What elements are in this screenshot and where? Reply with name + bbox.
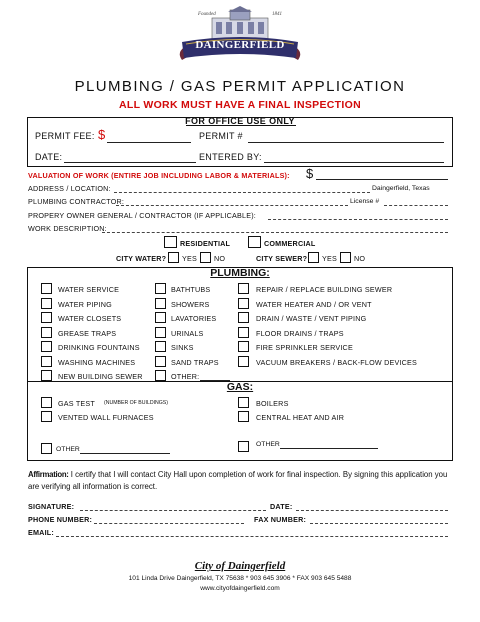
email-field[interactable] — [56, 536, 448, 537]
gas-other-label: OTHER — [56, 446, 80, 453]
commercial-checkbox[interactable] — [248, 236, 261, 248]
plumbing-col2-label-1: SHOWERS — [171, 299, 210, 309]
plumbing-heading: PLUMBING: — [210, 267, 270, 279]
date-label: DATE: — [35, 152, 63, 162]
plumbing-col2-checkbox-4[interactable] — [155, 341, 166, 352]
plumbing-col3-label-5: VACUUM BREAKERS / BACK-FLOW DEVICES — [256, 357, 418, 367]
valuation-dollar: $ — [306, 166, 314, 181]
gas-other-checkbox[interactable] — [41, 443, 52, 454]
plumbing-col2-checkbox-0[interactable] — [155, 283, 166, 294]
plumbing-col1-label-0: WATER SERVICE — [58, 285, 120, 294]
gas-heading: GAS: — [226, 381, 254, 393]
plumbing-col1-checkbox-2[interactable] — [41, 312, 52, 323]
residential-label: RESIDENTIAL — [180, 239, 231, 248]
logo-name: DAINGERFIELD — [195, 39, 285, 51]
plumbing-col3-checkbox-3[interactable] — [238, 327, 249, 338]
entered-by-label: ENTERED BY: — [199, 152, 262, 162]
description-field[interactable] — [102, 232, 448, 233]
contractor-field[interactable] — [116, 205, 348, 206]
vented-furnaces-checkbox[interactable] — [41, 411, 52, 422]
plumbing-col3-checkbox-2[interactable] — [238, 312, 249, 323]
plumbing-col3-checkbox-0[interactable] — [238, 283, 249, 294]
signature-date-field[interactable] — [296, 510, 448, 511]
plumbing-col1-checkbox-6[interactable] — [41, 370, 52, 381]
plumbing-col2-label-3: URINALS — [171, 328, 204, 338]
city-water-no-label: NO — [214, 254, 226, 263]
permit-fee-field[interactable] — [107, 142, 191, 143]
city-logo — [172, 6, 308, 64]
signature-field[interactable] — [80, 510, 266, 511]
plumbing-col3-label-4: FIRE SPRINKLER SERVICE — [256, 343, 353, 352]
gas-other2-checkbox[interactable] — [238, 441, 249, 452]
phone-label: PHONE NUMBER: — [28, 515, 93, 524]
plumbing-col1-checkbox-5[interactable] — [41, 356, 52, 367]
gas-other-field[interactable] — [80, 453, 170, 454]
license-field[interactable] — [384, 205, 448, 206]
plumbing-col1-label-4: DRINKING FOUNTAINS — [58, 343, 140, 352]
affirmation-text — [28, 469, 458, 493]
city-sewer-no-label: NO — [354, 254, 366, 263]
boilers-checkbox[interactable] — [238, 397, 249, 408]
plumbing-col1-checkbox-1[interactable] — [41, 298, 52, 309]
central-heat-label: CENTRAL HEAT AND AIR — [256, 413, 345, 422]
plumbing-col3-label-0: REPAIR / REPLACE BUILDING SEWER — [256, 285, 393, 294]
valuation-field[interactable] — [316, 179, 448, 180]
logo-year: 1841 — [272, 12, 282, 17]
entered-by-field[interactable] — [264, 162, 444, 163]
signature-date-label: DATE: — [270, 502, 293, 511]
gas-test-note: (NUMBER OF BUILDINGS) — [104, 400, 168, 406]
plumbing-col2-label-6: OTHER: — [171, 372, 200, 381]
plumbing-col2-checkbox-5[interactable] — [155, 356, 166, 367]
city-sewer-yes-label: YES — [322, 254, 337, 263]
plumbing-col3-checkbox-4[interactable] — [238, 341, 249, 352]
central-heat-checkbox[interactable] — [238, 411, 249, 422]
plumbing-col1-label-6: NEW BUILDING SEWER — [58, 372, 143, 381]
city-sewer-yes-checkbox[interactable] — [308, 252, 319, 263]
contractor-label: PLUMBING CONTRACTOR: — [28, 197, 125, 206]
address-label: ADDRESS / LOCATION: — [28, 184, 111, 193]
city-water-label: CITY WATER? — [116, 254, 167, 263]
plumbing-col3-label-3: FLOOR DRAINS / TRAPS — [256, 328, 344, 338]
boilers-label: BOILERS — [256, 399, 289, 408]
affirmation-line2: are verifying all information is correct. — [28, 482, 158, 491]
plumbing-col1-checkbox-0[interactable] — [41, 283, 52, 294]
plumbing-col1-checkbox-4[interactable] — [41, 341, 52, 352]
gas-other2-field[interactable] — [280, 448, 378, 449]
logo-founded: Founded — [198, 12, 216, 17]
permit-fee-dollar: $ — [98, 127, 106, 142]
plumbing-col1-checkbox-3[interactable] — [41, 327, 52, 338]
plumbing-col3-checkbox-1[interactable] — [238, 298, 249, 309]
affirmation-line1: I certify that I will contact City Hall upon completion of work for final inspection. By signing this application you — [70, 470, 448, 479]
plumbing-col3-label-2: DRAIN / WASTE / VENT PIPING — [256, 314, 367, 323]
address-city: Daingerfield, Texas — [372, 185, 430, 192]
city-water-yes-checkbox[interactable] — [168, 252, 179, 263]
footer-address: 101 Linda Drive Daingerfield, TX 75638 * 903 645 3906 * FAX 903 645 5488 — [128, 575, 352, 582]
plumbing-col2-checkbox-2[interactable] — [155, 312, 166, 323]
gas-test-label: GAS TEST — [58, 399, 96, 408]
city-sewer-no-checkbox[interactable] — [340, 252, 351, 263]
phone-field[interactable] — [94, 523, 244, 524]
plumbing-col1-label-2: WATER CLOSETS — [58, 314, 122, 323]
gas-other2-label: OTHER — [256, 441, 280, 448]
fax-field[interactable] — [310, 523, 448, 524]
owner-label: PROPERY OWNER GENERAL / CONTRACTOR (IF APPLICABLE): — [28, 211, 256, 220]
license-label: License # — [350, 198, 380, 205]
signature-label: SIGNATURE: — [28, 502, 75, 511]
page-title: PLUMBING / GAS PERMIT APPLICATION — [74, 78, 406, 95]
plumbing-col1-label-3: GREASE TRAPS — [58, 328, 117, 338]
plumbing-col2-checkbox-6[interactable] — [155, 370, 166, 381]
description-label: WORK DESCRIPTION: — [28, 224, 107, 233]
email-label: EMAIL: — [28, 528, 54, 537]
gas-test-checkbox[interactable] — [41, 397, 52, 408]
city-water-no-checkbox[interactable] — [200, 252, 211, 263]
plumbing-col2-label-5: SAND TRAPS — [171, 357, 219, 367]
footer-web: www.cityofdaingerfield.com — [200, 585, 280, 592]
plumbing-col3-checkbox-5[interactable] — [238, 356, 249, 367]
plumbing-col2-checkbox-1[interactable] — [155, 298, 166, 309]
plumbing-col1-label-5: WASHING MACHINES — [58, 357, 136, 367]
office-use-heading: FOR OFFICE USE ONLY — [185, 116, 295, 126]
permit-number-label: PERMIT # — [199, 131, 243, 141]
residential-checkbox[interactable] — [164, 236, 177, 248]
plumbing-col2-label-0: BATHTUBS — [171, 285, 211, 294]
permit-number-field[interactable] — [248, 142, 444, 143]
permit-fee-label: PERMIT FEE: — [35, 131, 95, 141]
page-subtitle: ALL WORK MUST HAVE A FINAL INSPECTION — [119, 99, 361, 111]
date-field[interactable] — [64, 162, 196, 163]
plumbing-col1-label-1: WATER PIPING — [58, 299, 112, 309]
plumbing-col2-label-2: LAVATORIES — [171, 314, 217, 323]
plumbing-col2-label-4: SINKS — [171, 343, 194, 352]
vented-furnaces-label: VENTED WALL FURNACES — [58, 413, 154, 422]
valuation-label: VALUATION OF WORK (ENTIRE JOB INCLUDING LABOR & MATERIALS): — [28, 171, 290, 180]
city-water-yes-label: YES — [182, 254, 197, 263]
owner-field[interactable] — [268, 219, 448, 220]
commercial-label: COMMERCIAL — [264, 239, 316, 248]
fax-label: FAX NUMBER: — [254, 515, 307, 524]
address-field[interactable] — [114, 192, 370, 193]
footer-city: City of Daingerfield — [194, 560, 286, 572]
plumbing-col3-label-1: WATER HEATER AND / OR VENT — [256, 299, 372, 309]
plumbing-col2-checkbox-3[interactable] — [155, 327, 166, 338]
affirmation-label: Affirmation: — [28, 470, 69, 479]
city-sewer-label: CITY SEWER? — [256, 254, 308, 263]
